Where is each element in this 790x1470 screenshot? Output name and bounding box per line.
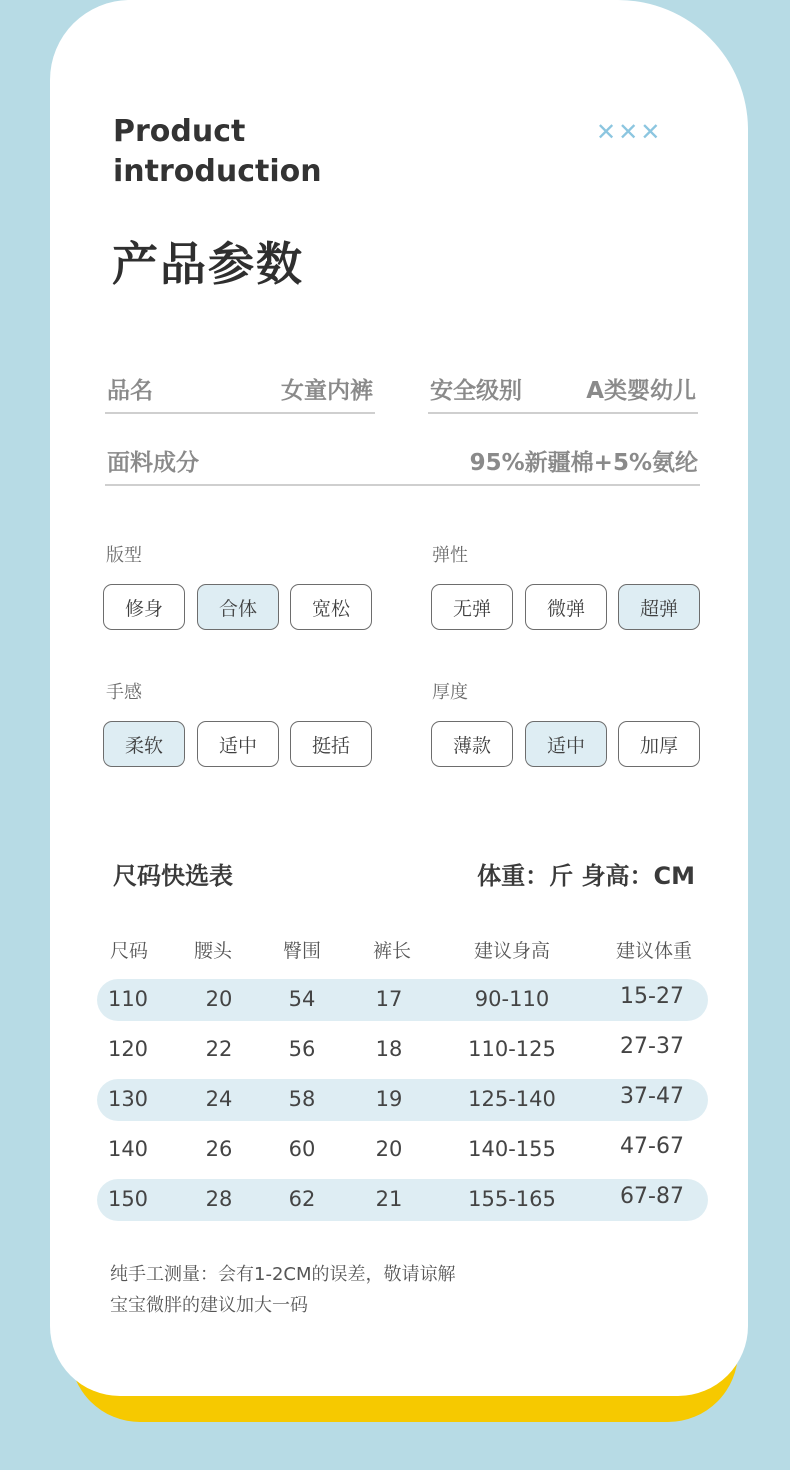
cross-decoration-icon: ✕✕✕ [596, 118, 663, 146]
group-label-elasticity: 弹性 [432, 545, 468, 566]
param-row-name [105, 362, 375, 414]
chip-thick-medium: 适中 [525, 721, 607, 767]
table-cell: 90-110 [474, 987, 550, 1011]
param-label: 品名 [107, 378, 153, 404]
table-cell: 19 [375, 1087, 403, 1111]
table-cell: 18 [375, 1037, 403, 1061]
param-label: 面料成分 [107, 450, 199, 476]
table-cell: 28 [205, 1187, 233, 1211]
table-cell: 140-155 [468, 1137, 556, 1161]
table-cell: 125-140 [468, 1087, 556, 1111]
chip-feel-stiff: 挺括 [290, 721, 372, 767]
chip-elastic-none: 无弹 [431, 584, 513, 630]
title-english [113, 112, 322, 192]
group-label-fit: 版型 [106, 545, 142, 566]
title-english-line2: introduction [113, 154, 322, 189]
table-cell: 62 [288, 1187, 316, 1211]
chip-feel-medium: 适中 [197, 721, 279, 767]
table-cell: 47-67 [620, 1134, 684, 1159]
chip-fit-slim: 修身 [103, 584, 185, 630]
chip-elastic-super: 超弹 [618, 584, 700, 630]
chip-fit-regular: 合体 [197, 584, 279, 630]
table-cell: 155-165 [468, 1187, 556, 1211]
table-header-cell: 臀围 [282, 940, 322, 962]
table-cell: 67-87 [620, 1184, 684, 1209]
table-row [97, 1179, 708, 1221]
table-row [97, 1079, 708, 1121]
param-value: 女童内裤 [281, 378, 373, 404]
table-header-cell: 建议体重 [615, 940, 693, 962]
table-cell: 110-125 [468, 1037, 556, 1061]
table-cell: 27-37 [620, 1034, 684, 1059]
table-cell: 37-47 [620, 1084, 684, 1109]
chip-thick-thin: 薄款 [431, 721, 513, 767]
note-measurement: 纯手工测量：会有1-2CM的误差，敬请谅解 [110, 1264, 456, 1285]
size-table-units: 体重：斤 身高：CM [477, 862, 695, 890]
table-cell: 130 [107, 1087, 149, 1111]
table-cell: 140 [107, 1137, 149, 1161]
title-english-line1: Product [113, 114, 246, 149]
table-cell: 26 [205, 1137, 233, 1161]
table-header-cell: 建议身高 [473, 940, 551, 962]
table-cell: 110 [107, 987, 149, 1011]
note-sizing-advice: 宝宝微胖的建议加大一码 [110, 1295, 308, 1316]
table-row [97, 1129, 708, 1171]
table-cell: 150 [107, 1187, 149, 1211]
table-cell: 58 [288, 1087, 316, 1111]
page-title: 产品参数 [112, 237, 304, 291]
param-value: 95%新疆棉+5%氨纶 [469, 450, 698, 476]
group-label-thickness: 厚度 [432, 682, 468, 703]
chip-elastic-slight: 微弹 [525, 584, 607, 630]
param-row-safety [428, 362, 698, 414]
chip-feel-soft: 柔软 [103, 721, 185, 767]
table-header-cell: 裤长 [372, 940, 412, 962]
table-cell: 22 [205, 1037, 233, 1061]
table-cell: 24 [205, 1087, 233, 1111]
chip-thick-thick: 加厚 [618, 721, 700, 767]
table-cell: 20 [375, 1137, 403, 1161]
table-header-cell: 尺码 [109, 940, 149, 962]
table-cell: 21 [375, 1187, 403, 1211]
param-row-fabric [105, 434, 700, 486]
group-label-feel: 手感 [106, 682, 142, 703]
table-cell: 15-27 [620, 984, 684, 1009]
table-cell: 60 [288, 1137, 316, 1161]
table-cell: 54 [288, 987, 316, 1011]
table-cell: 120 [107, 1037, 149, 1061]
table-header-cell: 腰头 [193, 940, 233, 962]
table-row [97, 979, 708, 1021]
size-table-title: 尺码快选表 [113, 862, 233, 890]
table-cell: 17 [375, 987, 403, 1011]
chip-fit-loose: 宽松 [290, 584, 372, 630]
table-cell: 56 [288, 1037, 316, 1061]
table-row [97, 1029, 708, 1071]
param-value: A类婴幼儿 [586, 378, 696, 404]
param-label: 安全级别 [430, 378, 522, 404]
table-header [0, 936, 790, 966]
table-cell: 20 [205, 987, 233, 1011]
